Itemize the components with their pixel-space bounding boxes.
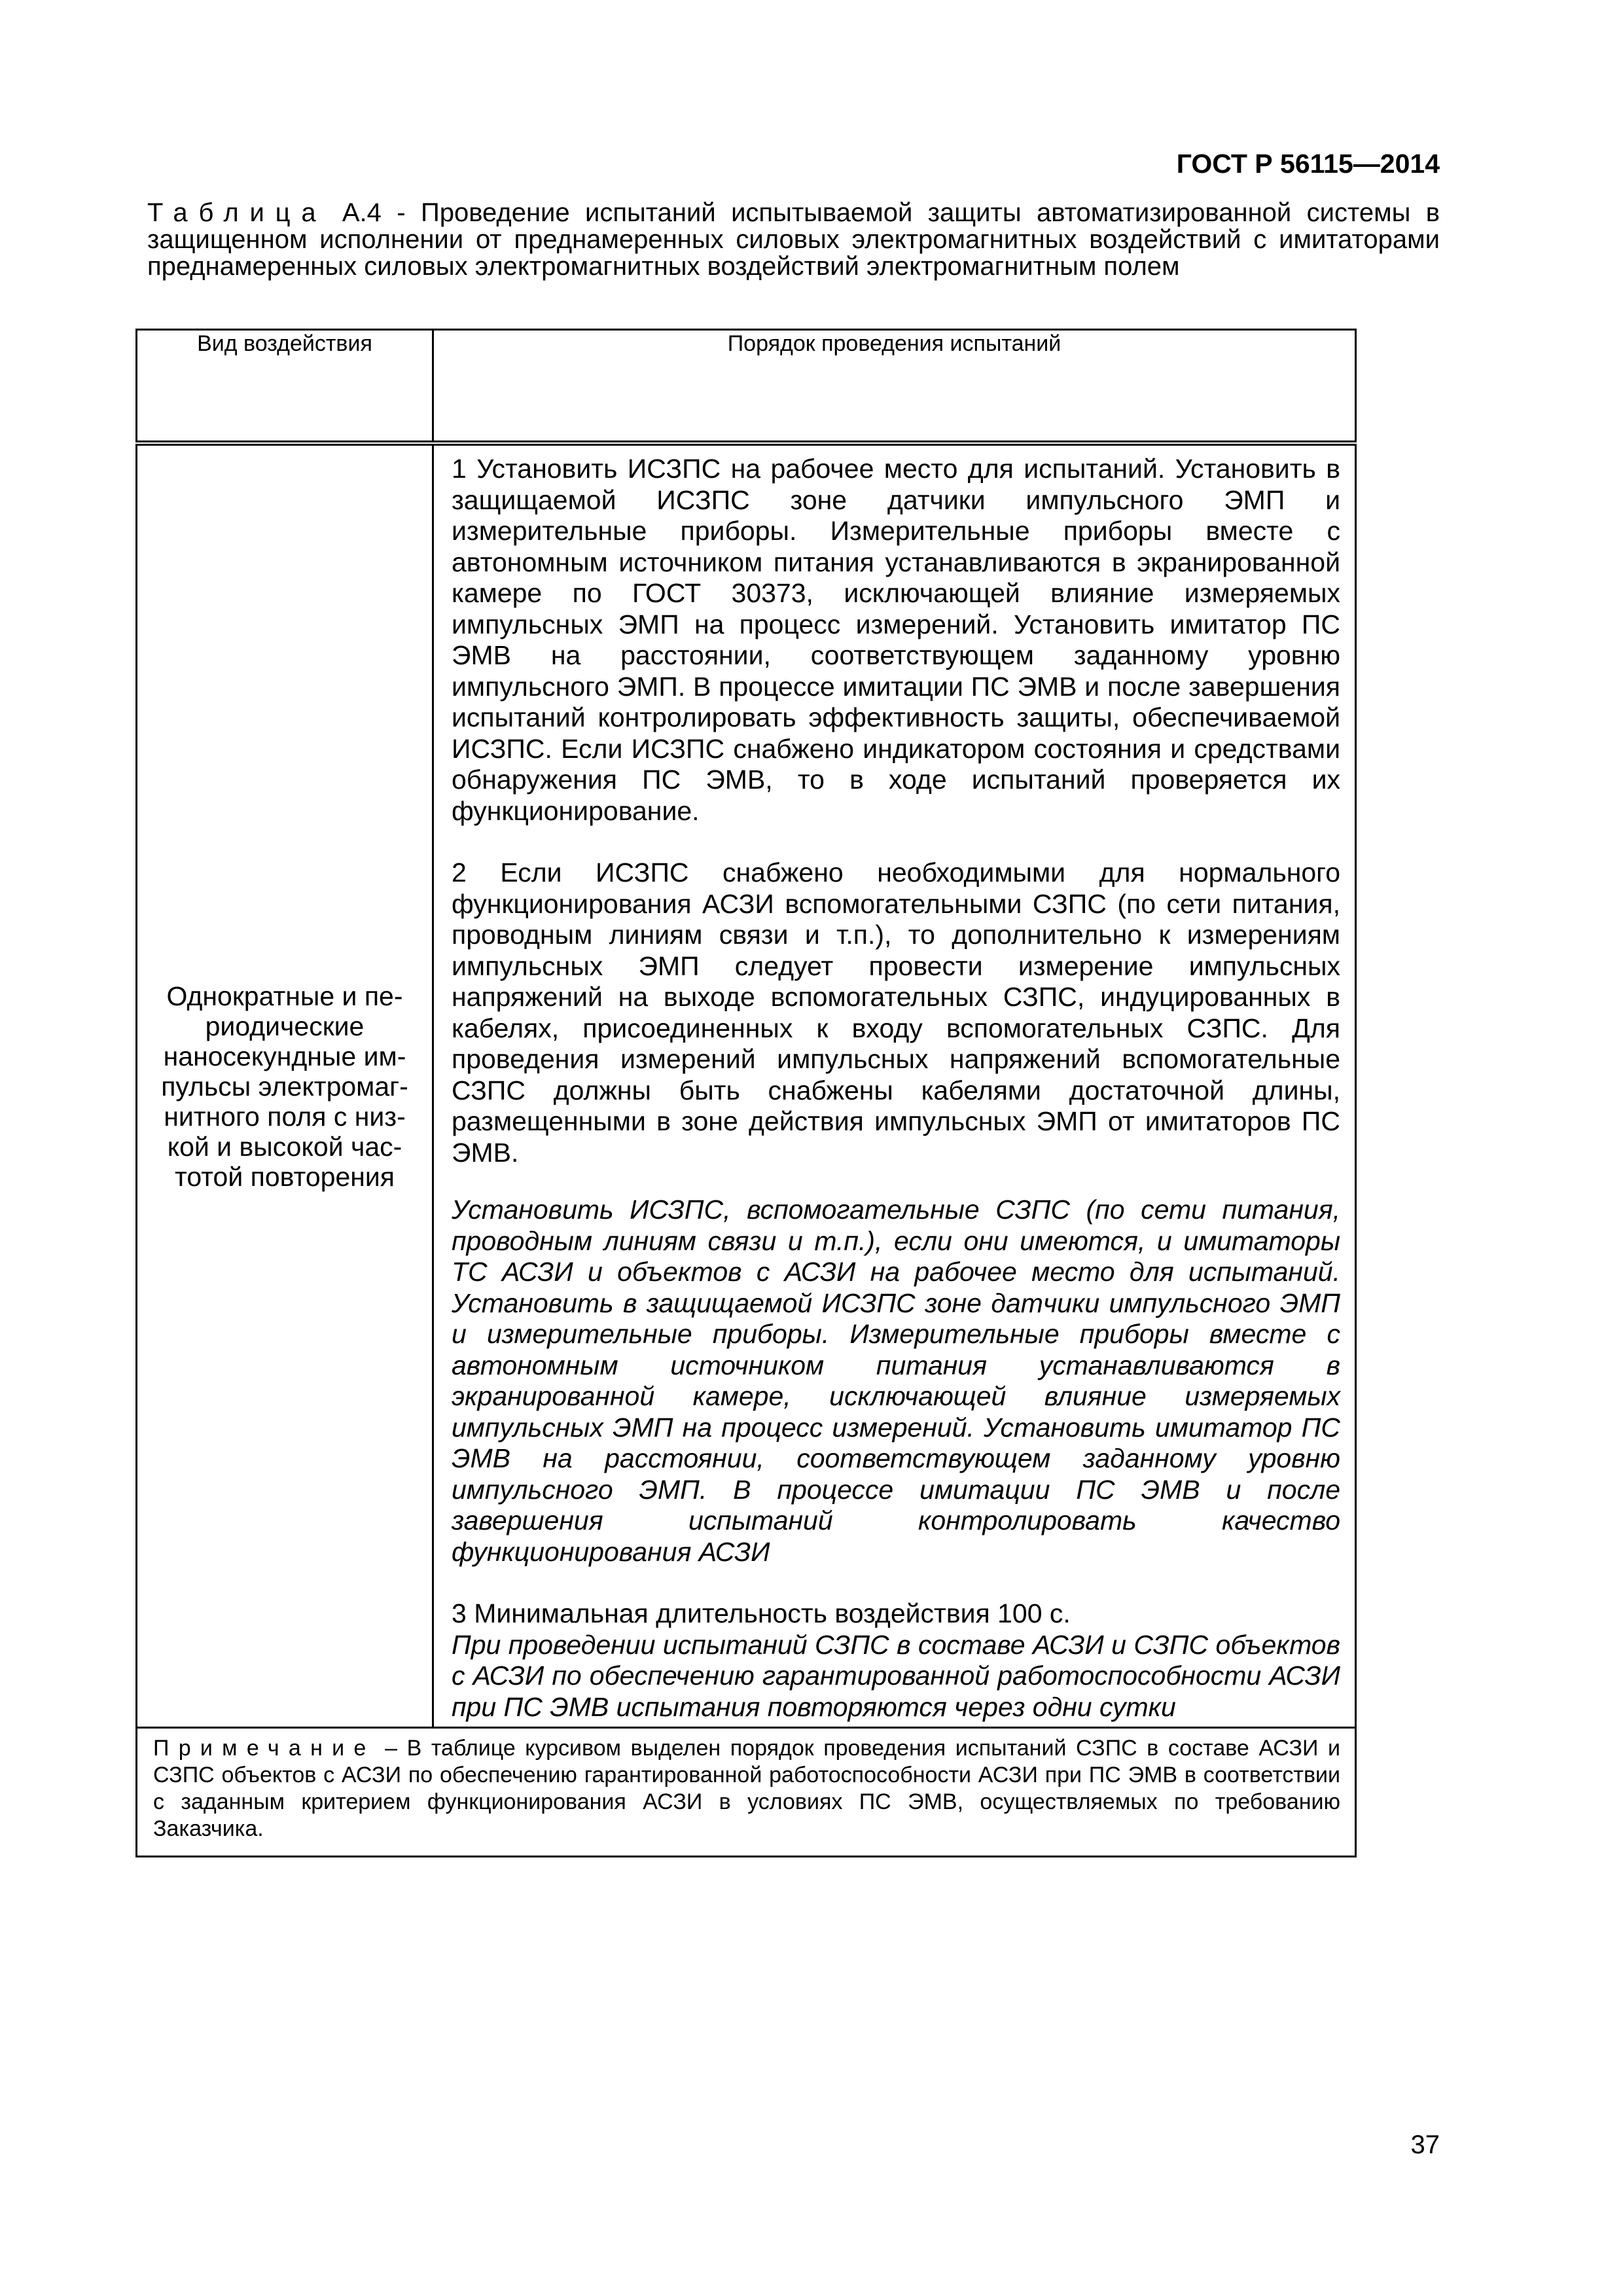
procedure-step-1: 1 Установить ИСЗПС на рабочее место для испытаний. Установить в защищаемой ИСЗПС зоне датчики импульсного ЭМП и измерительные приборы. Измерительные приборы вместе с автономным источником питания устанавливаются в экранированной камере по ГОСТ 30373, исключающей влияние измеряемых импульсных ЭМП на процесс измерений. Установить имитатор ПС ЭМВ на расстоянии, соответствующем заданному уровню импульсного ЭМП. В процессе имитации ПС ЭМВ и после завершения испытаний контролировать эффективность защиты, обеспечиваемой ИСЗПС. Если ИСЗПС снабжено индикатором состояния и средствами обнаружения ПС ЭМВ, то в ходе испытаний проверяется их функционирование. (452, 454, 1340, 826)
procedure-step-2: 2 Если ИСЗПС снабжено необходимыми для нормального функционирования АСЗИ вспомогательными СЗПС (по сети питания, проводным линиям связи и т.п.), то дополнительно к измерениям импульсных ЭМП следует провести измерение импульсных напряжений на выходе вспомогательных СЗПС, индуцированных в кабелях, присоединенных к входу вспомогательных СЗПС. Для проведения измерений импульсных напряжений вспомогательные СЗПС должны быть снабжены кабелями достаточной длины, размещенными в зоне действия импульсных ЭМП от имитаторов ПС ЭМВ. (452, 857, 1340, 1168)
caption-text: А.4 - Проведение испытаний испытываемой защиты автоматизированной системы в защищенном исполнении от преднамеренных силовых электромагнитных воздействий с имитаторами преднамеренных силовых электромагнитных воздействий электромагнитным полем (147, 198, 1440, 281)
table-header-row (137, 330, 1356, 444)
test-procedure-table (135, 329, 1357, 1857)
note-text: – В таблице курсивом выделен порядок проведения испытаний СЗПС в составе АСЗИ и СЗПС объектов с АСЗИ по обеспечению гарантированной работоспособности АСЗИ при ПС ЭМВ в соответствии с заданным критерием функционирования АСЗИ в условиях ПС ЭМВ, осуществляемых по требованию Заказчика. (153, 1736, 1340, 1841)
table-caption (147, 200, 1440, 280)
procedure-step-2-italic: Установить ИСЗПС, вспомогательные СЗПС (по сети питания, проводным линиям связи и т.п.), если они имеются, и имитаторы ТС АСЗИ и объектов с АСЗИ на рабочее место для испытаний. Установить в защищаемой ИСЗПС зоне датчики импульсного ЭМП и измерительные приборы. Измерительные приборы вместе с автономным источником питания устанавливаются в экранированной камере, исключающей влияние измеряемых импульсных ЭМП на процесс измерений. Установить имитатор ПС ЭМВ на расстоянии, соответствующем заданному уровню импульсного ЭМП. В процессе имитации ПС ЭМВ и после завершения испытаний контролировать качество функционирования АСЗИ (452, 1194, 1340, 1567)
caption-word: Таблица (147, 198, 327, 227)
effect-type-cell: Однократные и пе-риодические наносекундные им-пульсы электромаг-нитного поля с низ-кой и высокой час-тотой повторения (137, 443, 433, 1728)
header-effect-type: Вид воздействия (137, 330, 433, 444)
table-note (137, 1728, 1356, 1857)
procedure-step-3: 3 Минимальная длительность воздействия 100 с. (452, 1598, 1071, 1628)
procedure-step-3-italic: При проведении испытаний СЗПС в составе АСЗИ и СЗПС объектов с АСЗИ по обеспечению гарантированной работоспособности АСЗИ при ПС ЭМВ испытания повторяются через одни сутки (452, 1629, 1340, 1722)
table-note-row (137, 1728, 1356, 1857)
document-code: ГОСТ Р 56115—2014 (1176, 149, 1440, 179)
page-number: 37 (1410, 2130, 1440, 2159)
procedure-cell (433, 443, 1356, 1728)
header-test-procedure: Порядок проведения испытаний (433, 330, 1356, 444)
note-word: Примечание (153, 1736, 376, 1761)
table-body-row (137, 443, 1356, 1728)
